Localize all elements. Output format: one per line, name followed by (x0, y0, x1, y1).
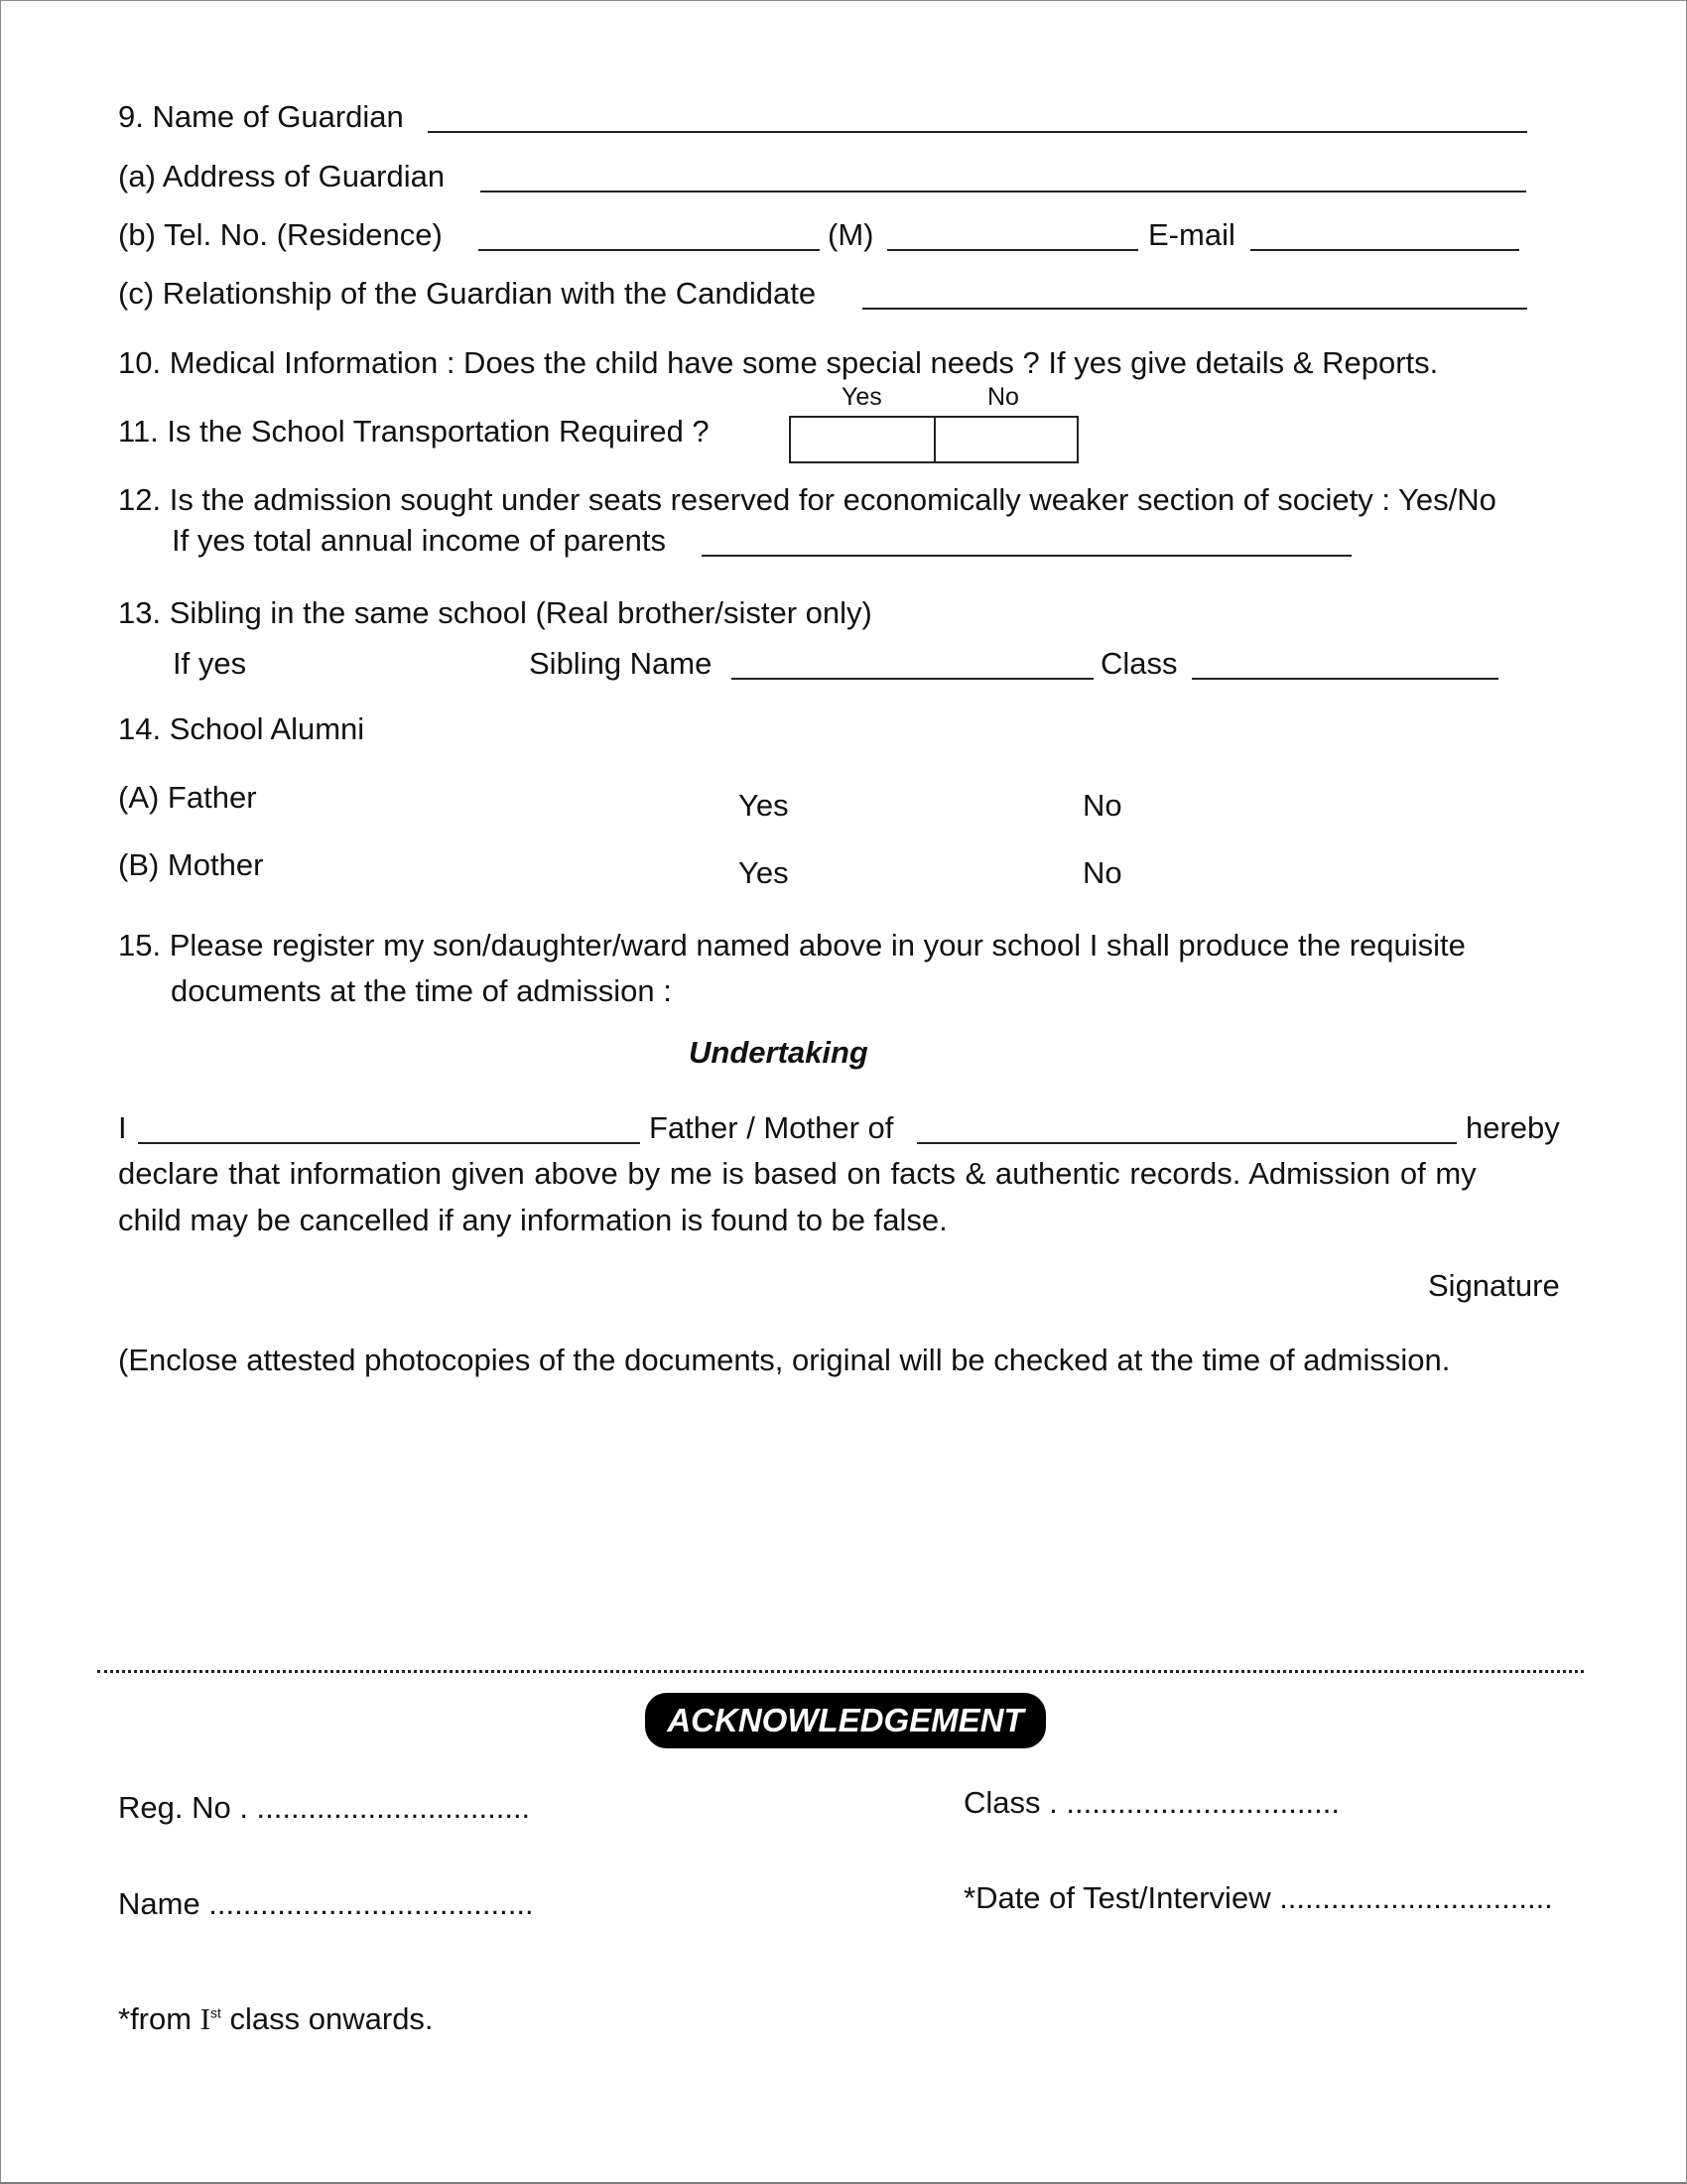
footnote-roman-numeral: I (199, 2001, 211, 2036)
alumni-father-no[interactable]: No (1083, 788, 1122, 823)
sibling-label: 13. Sibling in the same school (Real brother/sister only) (118, 595, 872, 630)
ack-date-of-test: *Date of Test/Interview ................................ (964, 1880, 1553, 1915)
sibling-name-field[interactable] (731, 678, 1094, 680)
transport-yes-checkbox[interactable] (791, 418, 934, 461)
footnote-prefix: *from (118, 2001, 200, 2036)
guardian-tel-res-field[interactable] (478, 249, 820, 251)
undertaking-child-name-field[interactable] (917, 1142, 1457, 1144)
ack-name: Name ...................................... (118, 1886, 534, 1921)
sibling-if-yes-label: If yes (173, 646, 247, 681)
ews-income-label: If yes total annual income of parents (172, 523, 667, 558)
transport-label: 11. Is the School Transportation Required ? (118, 414, 710, 449)
ews-income-field[interactable] (702, 555, 1352, 557)
transport-no-label: No (987, 383, 1019, 411)
sibling-class-field[interactable] (1192, 678, 1498, 680)
alumni-mother-yes[interactable]: Yes (738, 855, 789, 890)
alumni-mother-no[interactable]: No (1083, 855, 1122, 890)
ews-label: 12. Is the admission sought under seats reserved for economically weaker section of society : Yes/No (118, 482, 1496, 517)
undertaking-hereby: hereby (1466, 1110, 1560, 1145)
guardian-name-field[interactable] (428, 131, 1527, 133)
ack-class: Class . ................................ (964, 1785, 1340, 1820)
cut-line-divider (97, 1670, 1584, 1673)
ack-footnote (118, 2003, 434, 2034)
guardian-relationship-field[interactable] (862, 308, 1527, 310)
transport-yes-label: Yes (842, 383, 882, 411)
transport-checkbox-group (789, 416, 1079, 463)
undertaking-line-2: declare that information given above by me is based on facts & authentic records. Admission of my (118, 1156, 1477, 1191)
guardian-mobile-field[interactable] (887, 249, 1138, 251)
guardian-tel-res-label: (b) Tel. No. (Residence) (118, 217, 443, 252)
register-line-2: documents at the time of admission : (171, 973, 672, 1008)
undertaking-title: Undertaking (689, 1035, 868, 1070)
alumni-mother-label: (B) Mother (118, 847, 264, 882)
footnote-superscript: st (210, 2004, 221, 2021)
alumni-label: 14. School Alumni (118, 711, 365, 746)
alumni-father-label: (A) Father (118, 780, 257, 815)
undertaking-line-3: child may be cancelled if any information is found to be false. (118, 1203, 948, 1237)
undertaking-i: I (118, 1110, 127, 1145)
acknowledgement-title: ACKNOWLEDGEMENT (645, 1693, 1046, 1748)
transport-no-checkbox[interactable] (936, 418, 1077, 461)
guardian-address-field[interactable] (480, 191, 1526, 193)
register-line-1: 15. Please register my son/daughter/ward named above in your school I shall produce the requisite (118, 928, 1466, 963)
undertaking-parent-name-field[interactable] (138, 1142, 640, 1144)
sibling-name-label: Sibling Name (529, 646, 713, 681)
ack-reg-no: Reg. No . ................................ (118, 1790, 531, 1825)
guardian-email-label: E-mail (1148, 217, 1235, 252)
medical-info-label: 10. Medical Information : Does the child have some special needs ? If yes give details & Reports. (118, 345, 1439, 380)
signature-label: Signature (1428, 1268, 1560, 1303)
guardian-relationship-label: (c) Relationship of the Guardian with the Candidate (118, 276, 817, 311)
guardian-email-field[interactable] (1250, 249, 1519, 251)
guardian-name-label: 9. Name of Guardian (118, 99, 404, 134)
guardian-mobile-label: (M) (828, 217, 874, 252)
enclose-note: (Enclose attested photocopies of the documents, original will be checked at the time of admission. (118, 1343, 1451, 1377)
sibling-class-label: Class (1101, 646, 1178, 681)
undertaking-father-mother-of: Father / Mother of (649, 1110, 894, 1145)
alumni-father-yes[interactable]: Yes (738, 788, 789, 823)
guardian-address-label: (a) Address of Guardian (118, 159, 446, 193)
footnote-suffix: class onwards. (220, 2001, 434, 2036)
